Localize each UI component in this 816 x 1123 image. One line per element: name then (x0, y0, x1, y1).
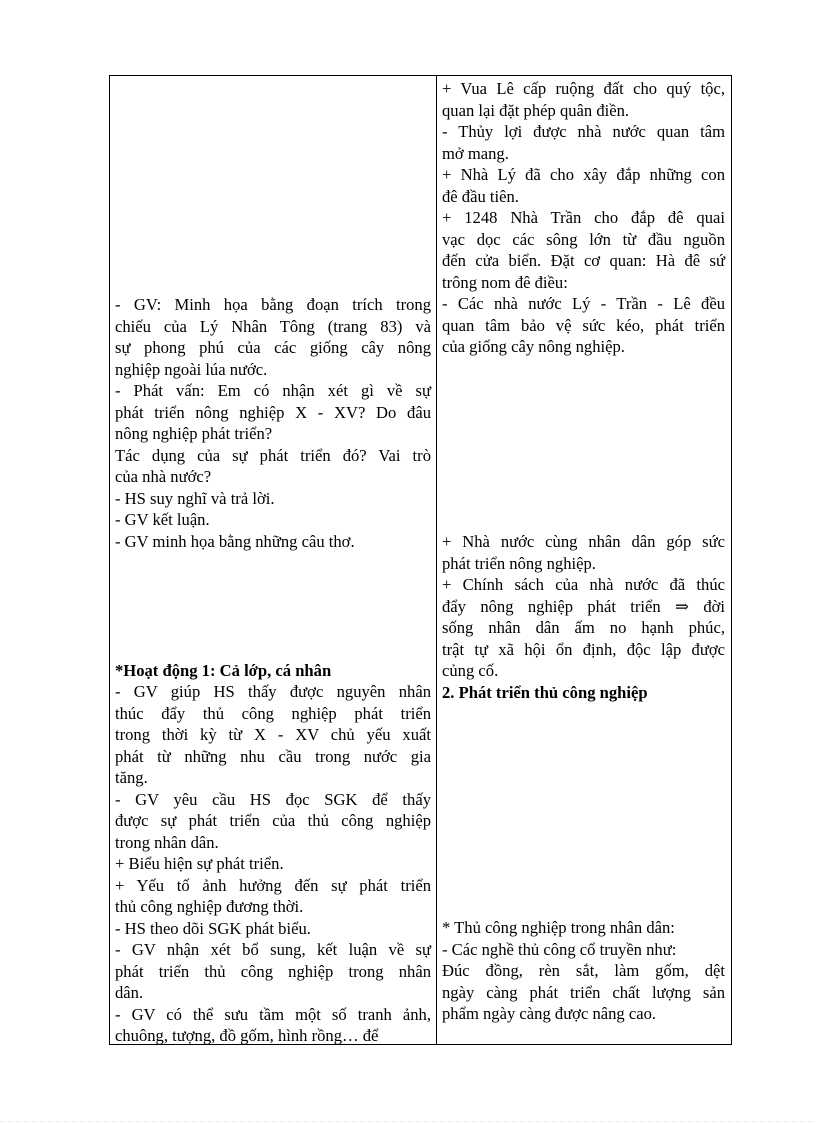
text-line: được sự phát triển của thủ công nghiệp (115, 811, 431, 830)
text-line: + 1248 Nhà Trần cho đắp đê quai (442, 208, 725, 227)
text-line: thúc đẩy thủ công nghiệp phát triển (115, 703, 431, 723)
text-line: - GV nhận xét bổ sung, kết luận về sự (115, 940, 431, 959)
activity-heading-text: *Hoạt động 1: Cả lớp, cá nhân (115, 661, 332, 680)
text-line: phát triển thủ công nghiệp trong nhân (115, 961, 431, 981)
text-line: nông nghiệp phát triển? (115, 424, 273, 443)
text-line: - GV giúp HS thấy được nguyên nhân (115, 682, 431, 701)
text-line: vạc dọc các sông lớn từ đầu nguồn (442, 229, 725, 249)
text-line: + Yếu tố ảnh hưởng đến sự phát triển (115, 875, 431, 895)
text-line: - Phát vấn: Em có nhận xét gì về sự (115, 381, 431, 400)
text-line: của giống cây nông nghiệp. (442, 337, 625, 356)
text-line: - Thủy lợi được nhà nước quan tâm (442, 122, 725, 141)
section-heading-text: 2. Phát triển thủ công nghiệp (442, 683, 648, 702)
text-line: + Vua Lê cấp ruộng đất cho quý tộc, (442, 79, 725, 98)
text-line: trông nom đê điều: (442, 272, 568, 292)
text-line: tăng. (115, 768, 148, 787)
text-line: - Các nhà nước Lý - Trần - Lê đều (442, 294, 725, 313)
left-block-2 (115, 681, 431, 1047)
text-line: - HS theo dõi SGK phát biểu. (115, 918, 311, 938)
text-line: quan lại đặt phép quân điền. (442, 100, 630, 120)
text-line: quan tâm bảo vệ sức kéo, phát triển (442, 315, 725, 335)
text-line: - GV minh họa bằng những câu thơ. (115, 531, 355, 551)
text-line: ngày càng phát triển chất lượng sản (442, 982, 725, 1002)
text-line: * Thủ công nghiệp trong nhân dân: (442, 918, 675, 937)
text-line: chuông, tượng, đồ gốm, hình rồng… để (115, 1026, 379, 1045)
text-line: trong nhân dân. (115, 832, 219, 852)
text-line: Tác dụng của sự phát triển đó? Vai trò (115, 445, 431, 465)
section-heading (442, 682, 725, 704)
text-line: + Nhà nước cùng nhân dân góp sức (442, 532, 725, 551)
right-block-2 (442, 531, 725, 682)
text-line: - GV có thể sưu tầm một số tranh ảnh, (115, 1004, 431, 1024)
activity-heading (115, 660, 431, 682)
text-line: phát từ những nhu cầu trong nước gia (115, 746, 431, 766)
page-bottom-rule (0, 1121, 816, 1122)
text-line: + Biểu hiện sự phát triển. (115, 854, 284, 873)
text-line: phát triển nông nghiệp. (442, 553, 596, 573)
left-block-1 (115, 294, 431, 552)
lesson-table (109, 75, 732, 1045)
text-line: - HS suy nghĩ và trả lời. (115, 488, 275, 508)
text-line: chiếu của Lý Nhân Tông (trang 83) và (115, 316, 431, 336)
text-line: trong thời kỳ từ X - XV chủ yếu xuất (115, 725, 431, 744)
text-line: nghiệp ngoài lúa nước. (115, 359, 268, 379)
text-line: Đúc đồng, rèn sắt, làm gốm, dệt (442, 961, 725, 980)
content-column (437, 76, 731, 1044)
text-line: đến cửa biển. Đặt cơ quan: Hà đê sứ (442, 251, 725, 270)
text-line: sự phong phú của các giống cây nông (115, 338, 431, 357)
text-line: củng cố. (442, 661, 499, 680)
text-line: sống nhân dân ấm no hạnh phúc, (442, 618, 725, 637)
text-line: phẩm ngày càng được nâng cao. (442, 1004, 657, 1023)
text-line: - GV: Minh họa bằng đoạn trích trong (115, 295, 431, 314)
text-line: trật tự xã hội ổn định, độc lập được (442, 639, 725, 659)
text-line: của nhà nước? (115, 467, 212, 486)
text-line: dân. (115, 983, 144, 1002)
text-line: mở mang. (442, 143, 509, 163)
text-line: - GV yêu cầu HS đọc SGK để thấy (115, 789, 431, 809)
text-line: + Nhà Lý đã cho xây đắp những con (442, 165, 725, 184)
text-line: - GV kết luận. (115, 510, 210, 529)
text-line: đẩy nông nghiệp phát triển ⇒ đời (442, 596, 725, 616)
right-block-3 (442, 917, 725, 1025)
teacher-activities-column (110, 76, 436, 1044)
text-line: + Chính sách của nhà nước đã thúc (442, 575, 725, 594)
text-line: phát triển nông nghiệp X - XV? Do đâu (115, 402, 431, 422)
right-block-1 (442, 78, 725, 358)
text-line: thủ công nghiệp đương thời. (115, 897, 304, 916)
text-line: đê đầu tiên. (442, 186, 519, 206)
text-line: - Các nghề thủ công cổ truyền như: (442, 939, 677, 959)
